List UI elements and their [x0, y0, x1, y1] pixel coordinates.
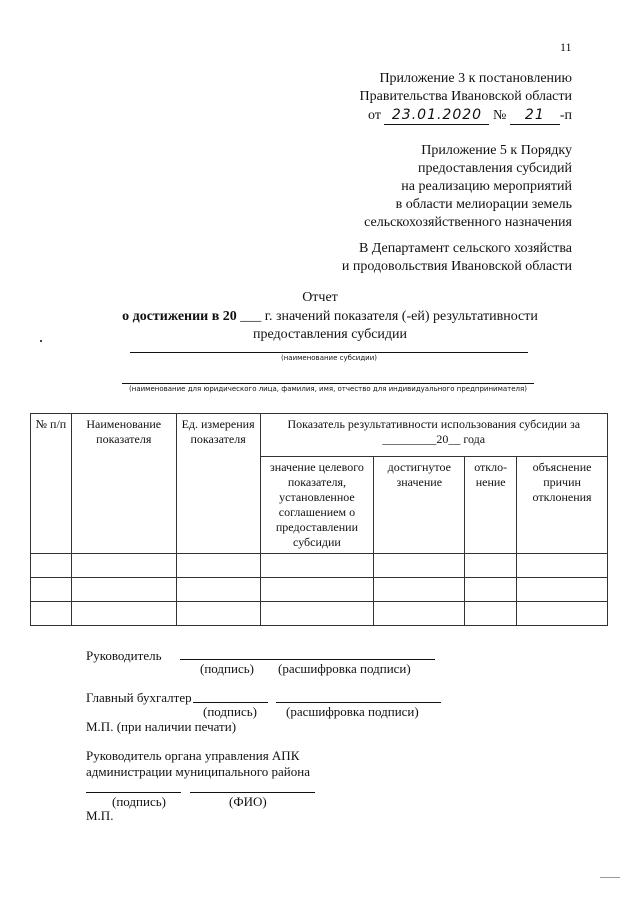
accountant-signature-line[interactable]: [193, 702, 268, 703]
report-subtitle: [100, 308, 560, 344]
apk-signature-line[interactable]: [86, 792, 181, 793]
table-cell[interactable]: [176, 554, 260, 578]
report-line2: предоставления субсидии: [252, 327, 408, 342]
addressee-line2: и продовольствия Ивановской области: [341, 259, 572, 274]
recipient-name-hint: (наименование для юридического лица, фамилия, имя, отчество для индивидуального предпринимателя): [129, 385, 527, 393]
table-cell[interactable]: [374, 602, 465, 626]
table-cell[interactable]: [71, 554, 176, 578]
apk-head-line2: администрации муниципального района: [86, 764, 310, 779]
table-cell[interactable]: [465, 578, 517, 602]
number-label: №: [492, 108, 507, 123]
report-table: [30, 413, 608, 626]
table-cell[interactable]: [176, 602, 260, 626]
appendix-5-line5: сельскохозяйственного назначения: [364, 215, 572, 230]
table-cell[interactable]: [260, 602, 374, 626]
accountant-decode-line[interactable]: [276, 702, 441, 703]
table-cell[interactable]: [260, 554, 374, 578]
table-cell[interactable]: [71, 602, 176, 626]
table-cell[interactable]: [31, 602, 72, 626]
appendix-3-date-line: [360, 106, 572, 125]
decree-date: 23.01.2020: [384, 106, 489, 125]
appendix-5-line1: Приложение 5 к Порядку: [421, 143, 572, 158]
table-cell[interactable]: [260, 578, 374, 602]
decree-number: 21: [510, 106, 560, 125]
apk-head-line1: Руководитель органа управления АПК: [86, 748, 300, 763]
header-achieved-value: достигнутое значение: [374, 457, 465, 554]
appendix-5-line2: предоставления субсидий: [417, 161, 572, 176]
appendix-3-block: [360, 70, 572, 125]
number-suffix: -п: [559, 108, 572, 123]
table-cell[interactable]: [517, 578, 608, 602]
table-cell[interactable]: [374, 554, 465, 578]
accountant-sign-caption: (подпись): [203, 704, 257, 719]
table-cell[interactable]: [71, 578, 176, 602]
header-deviation-reason: объяснение причин отклонения: [517, 457, 608, 554]
head-sign-caption: (подпись): [200, 661, 254, 676]
header-group-line1: Показатель результативности использования субсидии за: [287, 417, 581, 431]
header-indicator-group: [260, 414, 607, 457]
head-label: Руководитель: [86, 648, 162, 663]
header-deviation: откло-нение: [465, 457, 517, 554]
head-signature-line[interactable]: [180, 659, 435, 660]
stamp-mark: М.П.: [86, 808, 114, 823]
scan-speck: [600, 877, 620, 878]
header-group-line2: _________20__ года: [382, 432, 486, 446]
subsidy-name-line: [130, 352, 528, 353]
appendix-5-block: [364, 142, 572, 232]
table-cell[interactable]: [465, 602, 517, 626]
addressee-block: [342, 240, 572, 276]
report-line1-rest: г. значений показателя (-ей) результативности: [264, 309, 538, 324]
page-number: 11: [560, 40, 572, 54]
appendix-5-line3: на реализацию мероприятий: [401, 179, 572, 194]
head-decode-caption: (расшифровка подписи): [278, 661, 411, 676]
header-number: № п/п: [31, 414, 72, 554]
report-title: Отчет: [302, 290, 338, 305]
from-label: от: [368, 108, 381, 123]
addressee-line1: В Департамент сельского хозяйства: [358, 241, 572, 256]
table-cell[interactable]: [517, 554, 608, 578]
report-year-blank: ___: [240, 309, 262, 324]
subsidy-name-hint: (наименование субсидии): [280, 354, 378, 362]
table-cell[interactable]: [517, 602, 608, 626]
accountant-label: Главный бухгалтер: [86, 690, 192, 705]
appendix-5-line4: в области мелиорации земель: [395, 197, 572, 212]
recipient-name-line: [122, 383, 534, 384]
table-cell[interactable]: [176, 578, 260, 602]
table-row: [31, 554, 608, 578]
accountant-decode-caption: (расшифровка подписи): [286, 704, 419, 719]
scan-speck: [40, 340, 42, 342]
apk-fio-caption: (ФИО): [229, 794, 267, 809]
report-line1-bold: о достижении в 20: [122, 309, 237, 324]
stamp-note: М.П. (при наличии печати): [86, 719, 237, 734]
table-cell[interactable]: [31, 578, 72, 602]
header-target-value: значение целевого показателя, установленное соглашением о предоставлении субсидии: [260, 457, 374, 554]
header-indicator-name: Наименование показателя: [71, 414, 176, 554]
header-unit: Ед. измерения показателя: [176, 414, 260, 554]
apk-fio-line[interactable]: [190, 792, 315, 793]
appendix-3-line1: Приложение 3 к постановлению: [379, 71, 572, 86]
table-cell[interactable]: [374, 578, 465, 602]
apk-sign-caption: (подпись): [112, 794, 166, 809]
table-row: [31, 602, 608, 626]
appendix-3-line2: Правительства Ивановской области: [359, 89, 572, 104]
table-row: [31, 578, 608, 602]
table-cell[interactable]: [31, 554, 72, 578]
table-cell[interactable]: [465, 554, 517, 578]
